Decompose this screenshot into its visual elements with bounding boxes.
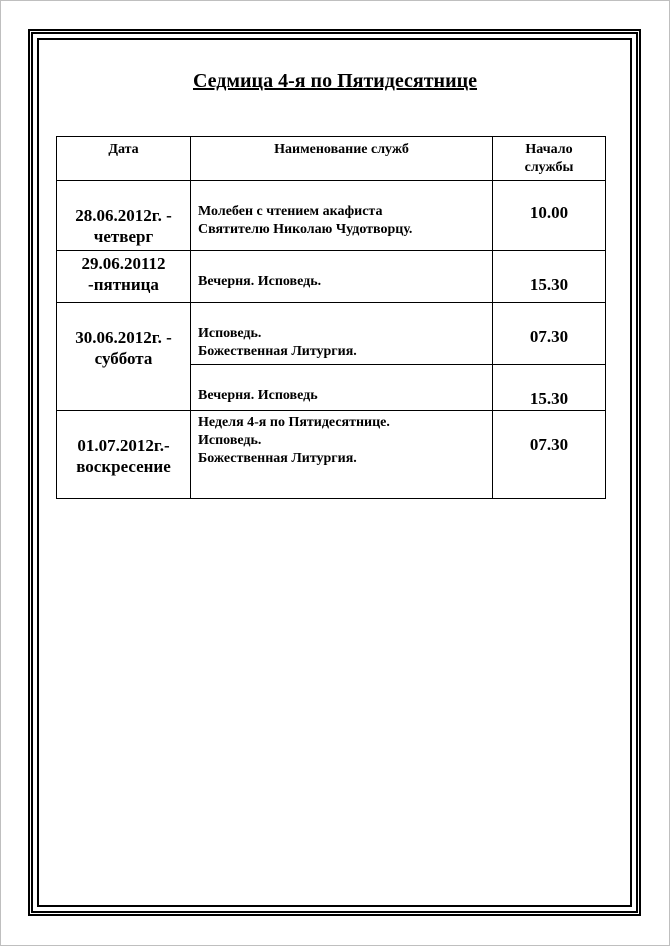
date-cell: 28.06.2012г. - четверг [57, 181, 191, 251]
date-cell: 29.06.20112 -пятница [57, 251, 191, 303]
service-cell: Неделя 4-я по Пятидесятнице. Исповедь. Божественная Литургия. [191, 411, 493, 499]
time-cell: 10.00 [493, 181, 606, 251]
date-cell: 30.06.2012г. - суббота [57, 303, 191, 411]
service-cell: Вечерня. Исповедь. [191, 251, 493, 303]
time-cell: 15.30 [493, 365, 606, 411]
service-cell: Вечерня. Исповедь [191, 365, 493, 411]
service-cell: Исповедь. Божественная Литургия. [191, 303, 493, 365]
schedule-table [56, 136, 606, 499]
table-row [57, 303, 606, 365]
table-row [57, 181, 606, 251]
date-cell: 01.07.2012г.- воскресение [57, 411, 191, 499]
time-cell: 07.30 [493, 303, 606, 365]
service-cell: Молебен с чтением акафиста Святителю Николаю Чудотворцу. [191, 181, 493, 251]
header-start-time: Начало службы [493, 137, 606, 181]
page-title: Седмица 4-я по Пятидесятнице [192, 70, 478, 92]
time-cell: 15.30 [493, 251, 606, 303]
table-row [57, 251, 606, 303]
header-service: Наименование служб [191, 137, 493, 181]
table-header-row [57, 137, 606, 181]
table-row [57, 411, 606, 499]
header-date: Дата [57, 137, 191, 181]
time-cell: 07.30 [493, 411, 606, 499]
